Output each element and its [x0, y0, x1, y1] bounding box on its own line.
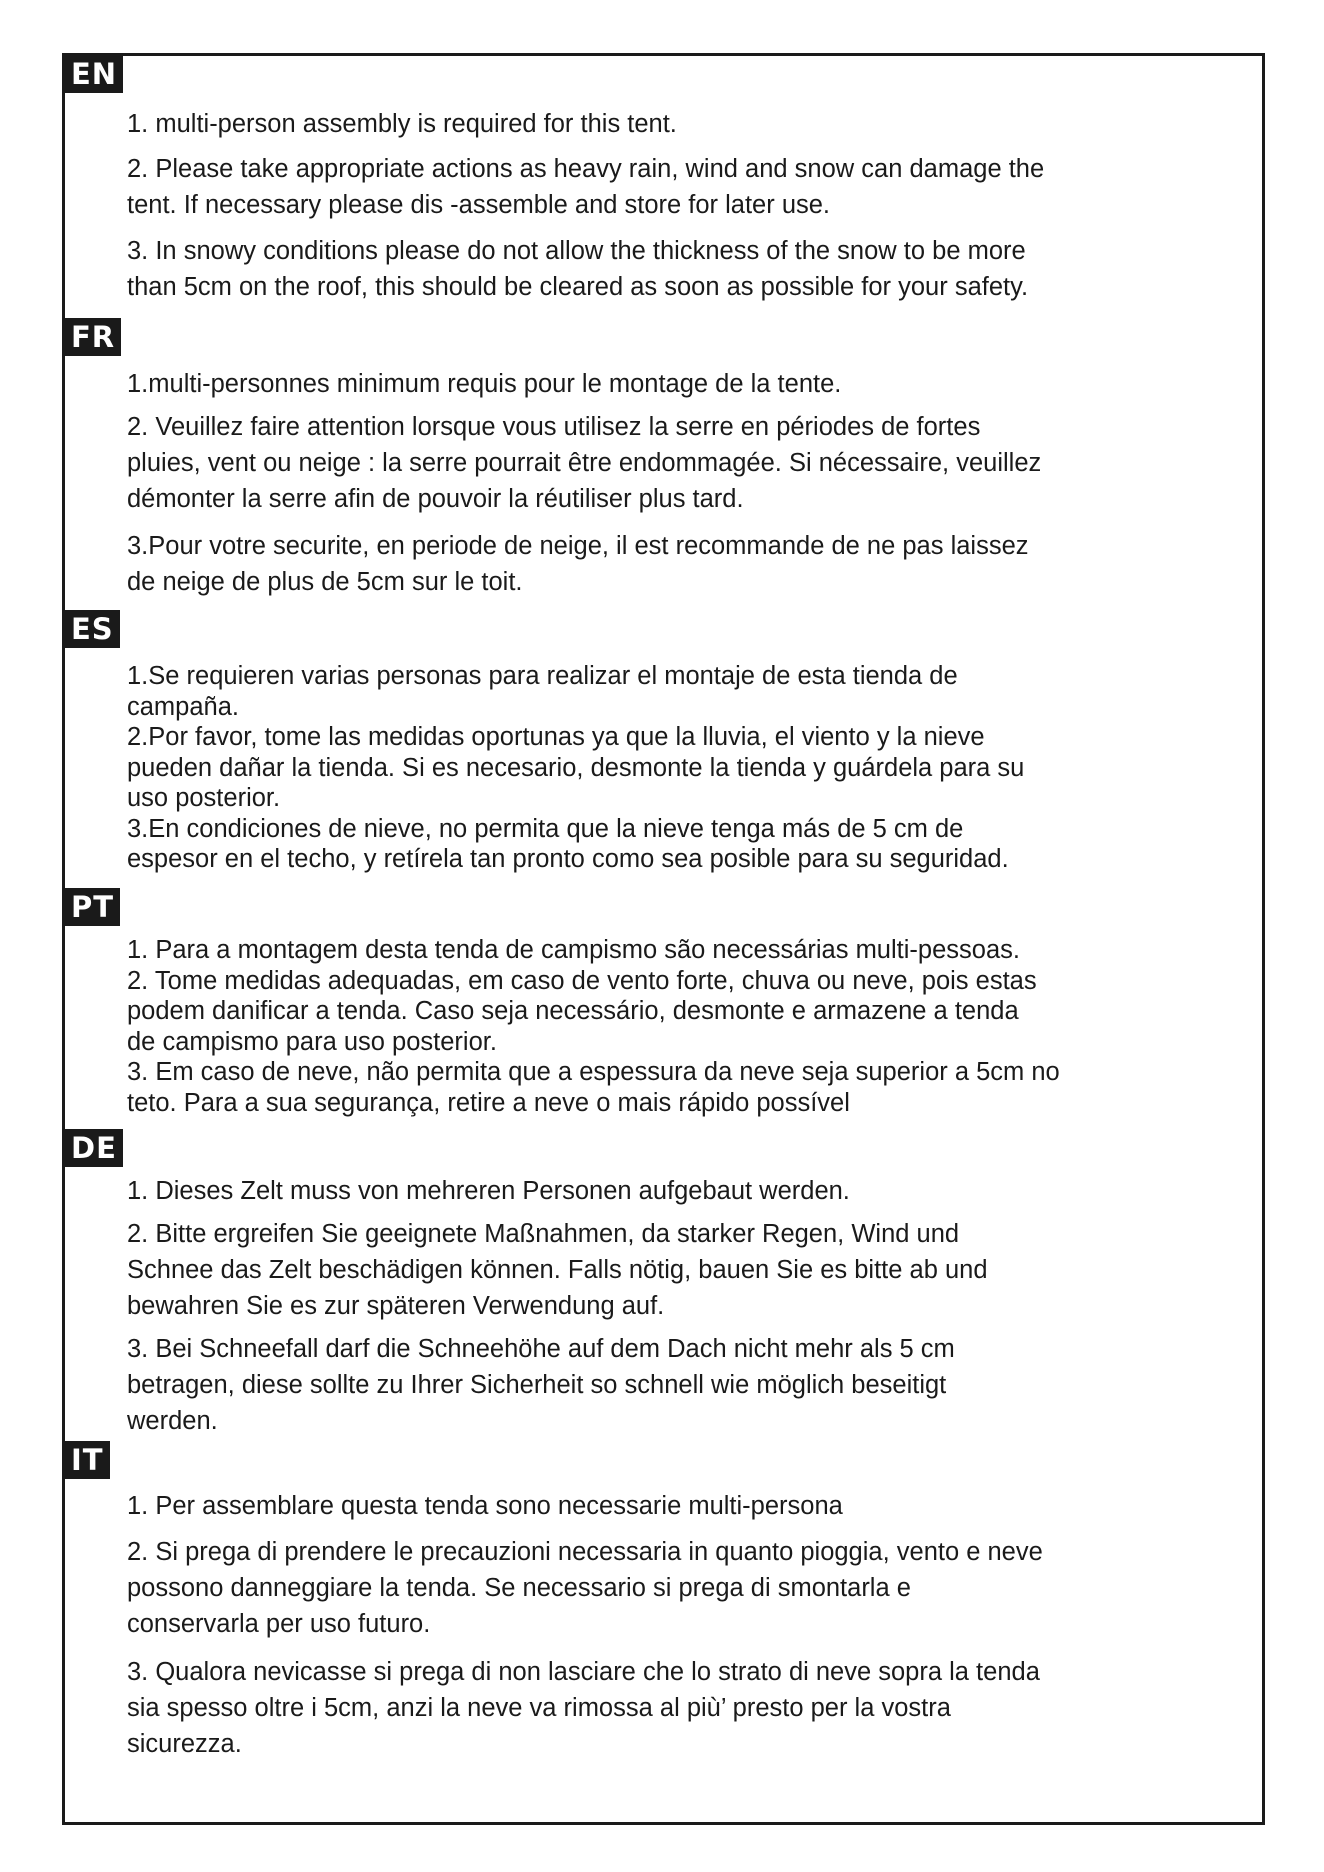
text-line: pueden dañar la tienda. Si es necesario, desmonte la tienda y guárdela para su: [127, 753, 1025, 782]
text-line: 1. Dieses Zelt muss von mehreren Personen aufgebaut werden.: [127, 1177, 850, 1205]
it-item-3: [127, 1654, 1217, 1762]
lang-badge-pt: PT: [65, 888, 120, 926]
en-item-1: [127, 106, 1217, 142]
text-line: de campismo para uso posterior.: [127, 1027, 497, 1056]
text-line: de neige de plus de 5cm sur le toit.: [127, 568, 523, 596]
de-item-3: [127, 1331, 1217, 1439]
text-line: teto. Para a sua segurança, retire a neve o mais rápido possível: [127, 1088, 850, 1117]
text-line: tent. If necessary please dis -assemble and store for later use.: [127, 191, 831, 219]
text-line: 1. Per assemblare questa tenda sono necessarie multi-persona: [127, 1492, 843, 1520]
text-line: possono danneggiare la tenda. Se necessario si prega di smontarla e: [127, 1574, 911, 1602]
text-line: 2.Por favor, tome las medidas oportunas ya que la lluvia, el viento y la nieve: [127, 723, 985, 751]
text-line: 2. Veuillez faire attention lorsque vous utilisez la serre en périodes de fortes: [127, 413, 981, 441]
text-line: conservarla per uso futuro.: [127, 1610, 431, 1638]
text-line: bewahren Sie es zur späteren Verwendung auf.: [127, 1292, 665, 1320]
lang-badge-it: IT: [65, 1441, 110, 1479]
text-line: 1.multi-personnes minimum requis pour le montage de la tente.: [127, 370, 842, 398]
text-line: betragen, diese sollte zu Ihrer Sicherheit so schnell wie möglich beseitigt: [127, 1371, 947, 1399]
it-item-2: [127, 1534, 1217, 1642]
text-line: uso posterior.: [127, 784, 281, 812]
text-line: 3.Pour votre securite, en periode de neige, il est recommande de ne pas laissez: [127, 532, 1029, 560]
text-line: campaña.: [127, 692, 239, 721]
text-line: werden.: [127, 1407, 218, 1435]
pt-items: [127, 935, 1217, 1118]
text-line: sia spesso oltre i 5cm, anzi la neve va rimossa al più’ presto per la vostra: [127, 1694, 951, 1722]
text-line: 1. multi-person assembly is required for this tent.: [127, 110, 677, 138]
text-line: démonter la serre afin de pouvoir la réutiliser plus tard.: [127, 485, 744, 513]
lang-badge-fr: FR: [65, 318, 121, 356]
de-item-2: [127, 1216, 1217, 1324]
fr-item-2: [127, 409, 1217, 517]
text-line: 1.Se requieren varias personas para realizar el montaje de esta tienda de: [127, 662, 958, 690]
text-line: Schnee das Zelt beschädigen können. Falls nötig, bauen Sie es bitte ab und: [127, 1256, 988, 1284]
text-line: 2. Bitte ergreifen Sie geeignete Maßnahmen, da starker Regen, Wind und: [127, 1220, 960, 1248]
it-item-1: [127, 1488, 1217, 1524]
text-line: 3. In snowy conditions please do not allow the thickness of the snow to be more: [127, 237, 1026, 265]
text-line: 1. Para a montagem desta tenda de campismo são necessárias multi-pessoas.: [127, 936, 1020, 964]
en-item-2: [127, 151, 1217, 223]
lang-badge-es: ES: [65, 610, 120, 648]
text-line: 2. Please take appropriate actions as heavy rain, wind and snow can damage the: [127, 155, 1045, 183]
text-line: 3.En condiciones de nieve, no permita que la nieve tenga más de 5 cm de: [127, 814, 964, 843]
lang-badge-de: DE: [65, 1129, 123, 1167]
de-item-1: [127, 1173, 1217, 1209]
text-line: 2. Tome medidas adequadas, em caso de vento forte, chuva ou neve, pois estas: [127, 966, 1037, 995]
en-item-3: [127, 233, 1217, 305]
text-line: espesor en el techo, y retírela tan pronto como sea posible para su seguridad.: [127, 845, 1009, 873]
text-line: 2. Si prega di prendere le precauzioni necessaria in quanto pioggia, vento e neve: [127, 1538, 1043, 1566]
fr-item-1: [127, 366, 1217, 402]
fr-item-3: [127, 528, 1217, 600]
text-line: sicurezza.: [127, 1730, 242, 1758]
text-line: podem danificar a tenda. Caso seja necessário, desmonte e armazene a tenda: [127, 997, 1019, 1025]
lang-badge-en: EN: [65, 55, 123, 93]
text-line: than 5cm on the roof, this should be cleared as soon as possible for your safety.: [127, 273, 1029, 301]
text-line: 3. Em caso de neve, não permita que a espessura da neve seja superior a 5cm no: [127, 1058, 1060, 1086]
text-line: 3. Qualora nevicasse si prega di non lasciare che lo strato di neve sopra la tenda: [127, 1658, 1040, 1686]
text-line: 3. Bei Schneefall darf die Schneehöhe auf dem Dach nicht mehr als 5 cm: [127, 1335, 955, 1363]
text-line: pluies, vent ou neige : la serre pourrait être endommagée. Si nécessaire, veuillez: [127, 449, 1042, 477]
es-items: [127, 661, 1217, 875]
